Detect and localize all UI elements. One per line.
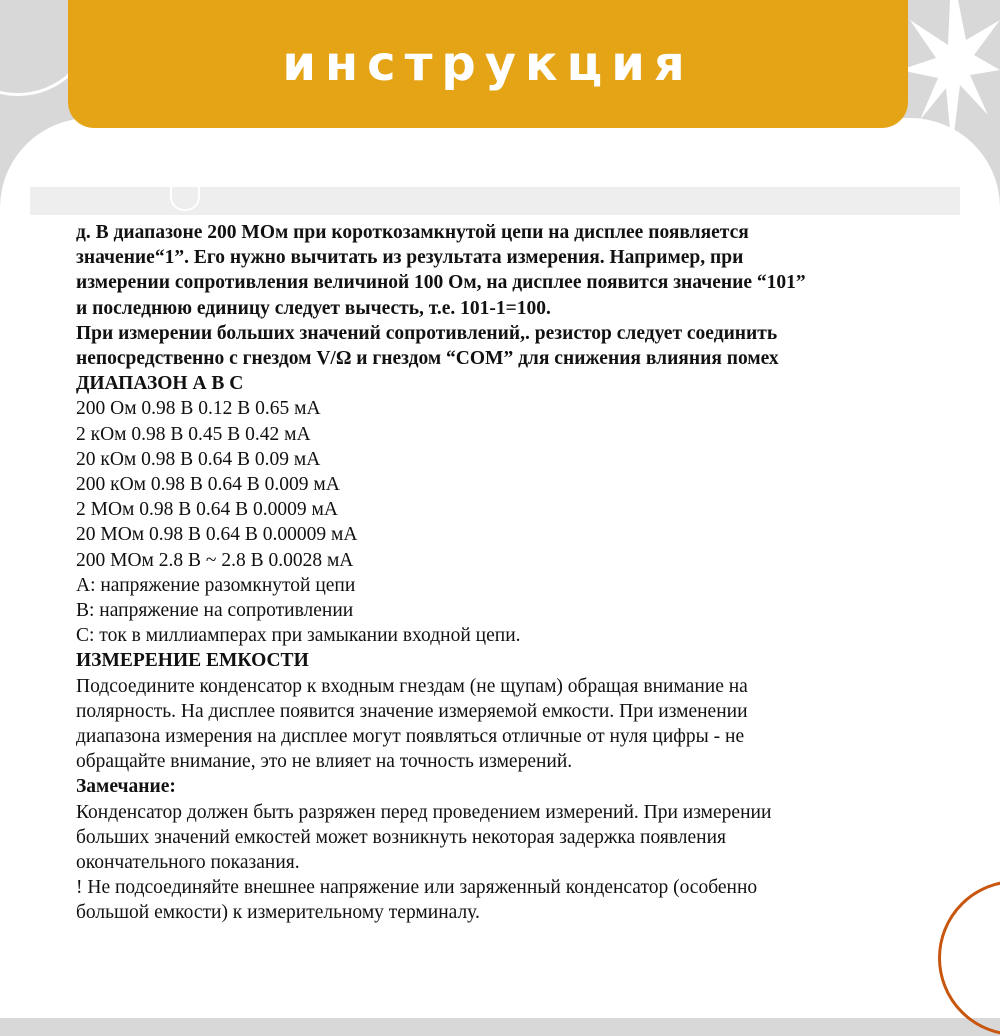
range-row: 200 кОм 0.98 В 0.64 В 0.009 мА [76, 474, 340, 496]
warning-line: ! Не подсоединяйте внешнее напряжение или заряженный конденсатор (особенно [76, 877, 758, 899]
text-line: При измерении больших значений сопротивлений,. резистор следует соединить [76, 322, 778, 344]
text-line: диапазона измерения на дисплее могут появляться отличные от нуля цифры - не [76, 726, 745, 748]
text-line: больших значений емкостей может возникнуть некоторая задержка появления [76, 826, 727, 848]
section-heading-capacitance: ИЗМЕРЕНИЕ ЕМКОСТИ [76, 650, 309, 672]
text-line: окончательного показания. [76, 852, 300, 874]
range-row: 20 кОм 0.98 В 0.64 В 0.09 мА [76, 448, 321, 470]
text-line: непосредственно с гнездом V/Ω и гнездом “COM” для снижения влияния помех [76, 348, 779, 370]
scan-artifact [170, 187, 200, 211]
range-row: 2 кОм 0.98 В 0.45 В 0.42 мА [76, 423, 311, 445]
section-heading-range: ДИАПАЗОН А В С [76, 373, 244, 395]
text-line: значение“1”. Его нужно вычитать из результата измерения. Например, при [76, 247, 744, 269]
range-row: 2 МОм 0.98 В 0.64 В 0.0009 мА [76, 499, 338, 521]
page-title: инструкция [282, 36, 694, 92]
legend-line: А: напряжение разомкнутой цепи [76, 574, 356, 596]
text-line: полярность. На дисплее появится значение измеряемой емкости. При изменении [76, 700, 748, 722]
text-line: измерении сопротивления величиной 100 Ом, на дисплее появится значение “101” [76, 272, 806, 294]
note-heading: Замечание: [76, 776, 176, 798]
range-row: 200 МОм 2.8 В ~ 2.8 В 0.0028 мА [76, 549, 354, 571]
header-banner [68, 0, 908, 128]
text-line: Конденсатор должен быть разряжен перед проведением измерений. При измерении [76, 801, 772, 823]
legend-line: В: напряжение на сопротивлении [76, 600, 354, 622]
text-line: д. В диапазоне 200 МОм при короткозамкнутой цепи на дисплее появляется [76, 222, 749, 243]
text-line: обращайте внимание, это не влияет на точность измерений. [76, 751, 573, 773]
instruction-text [76, 220, 956, 926]
text-line: и последнюю единицу следует вычесть, т.е. 101-1=100. [76, 297, 551, 319]
scan-edge-strip [30, 187, 960, 215]
warning-line: большой емкости) к измерительному терминалу. [76, 902, 480, 924]
range-row: 200 Ом 0.98 В 0.12 В 0.65 мА [76, 398, 321, 420]
legend-line: С: ток в миллиамперах при замыкании входной цепи. [76, 625, 521, 647]
range-row: 20 МОм 0.98 В 0.64 В 0.00009 мА [76, 524, 358, 546]
text-line: Подсоедините конденсатор к входным гнездам (не щупам) обращая внимание на [76, 675, 748, 697]
